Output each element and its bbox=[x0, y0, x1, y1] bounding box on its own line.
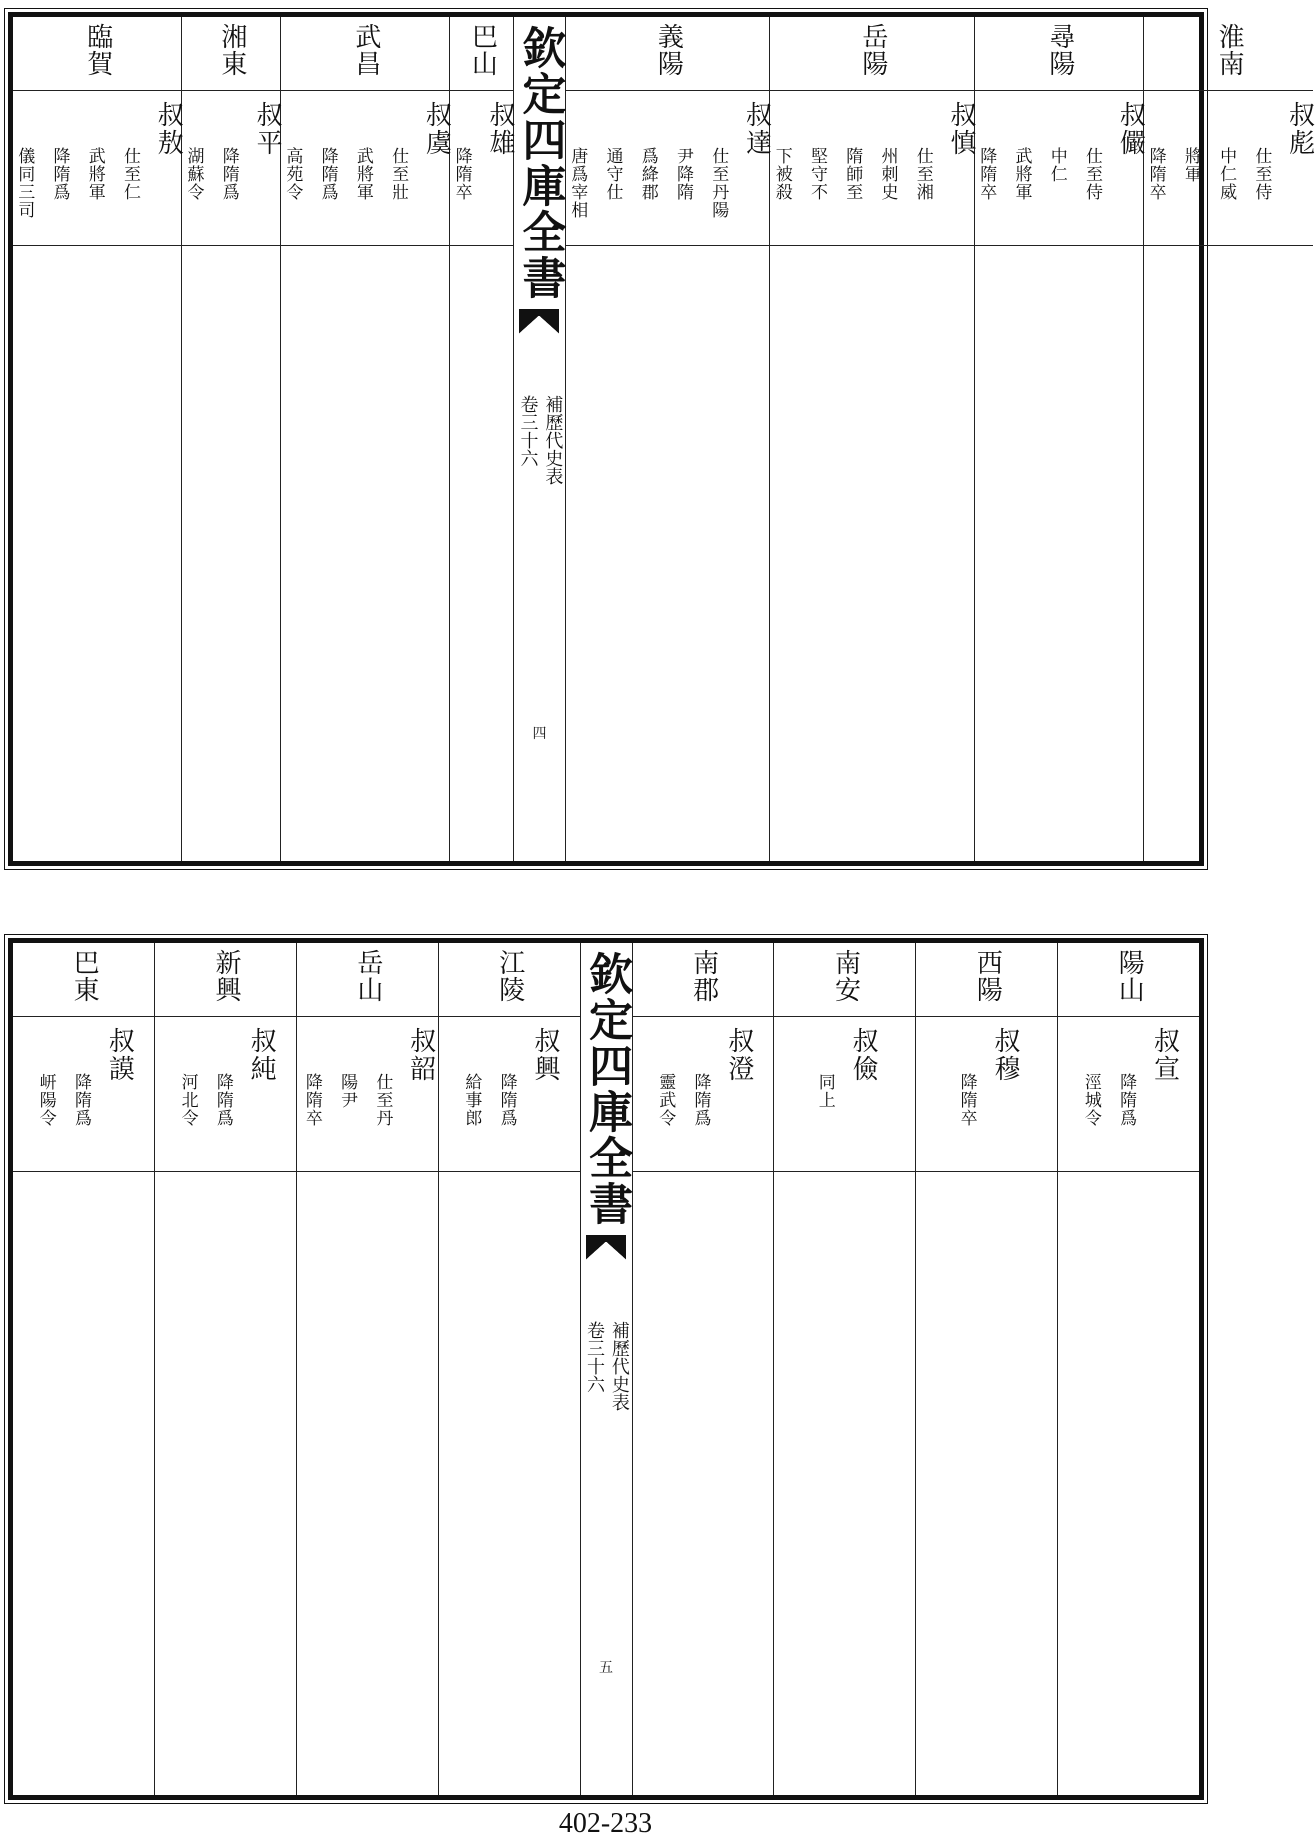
note-line: 將軍 bbox=[1180, 147, 1201, 183]
note-line: 降隋爲 bbox=[218, 147, 239, 201]
note-line: 降隋爲 bbox=[1116, 1073, 1137, 1127]
book-title: 補歷代史表 bbox=[542, 395, 564, 485]
table-column bbox=[1058, 943, 1199, 1795]
note-line: 高苑令 bbox=[282, 147, 303, 201]
place-name: 岳陽 bbox=[857, 23, 888, 77]
volume-number: 卷三十六 bbox=[584, 1321, 605, 1393]
table-column bbox=[975, 17, 1144, 861]
table-column bbox=[297, 943, 439, 1795]
table-column bbox=[182, 17, 281, 861]
table-column bbox=[774, 943, 916, 1795]
note-line: 儀同三司 bbox=[14, 147, 35, 219]
book-title: 補歷代史表 bbox=[608, 1321, 630, 1411]
note-line: 通守仕 bbox=[602, 147, 623, 201]
note-line: 武將軍 bbox=[84, 147, 105, 201]
person-name: 叔虞 bbox=[421, 101, 452, 157]
volume-number: 卷三十六 bbox=[517, 395, 539, 467]
note-line: 仕至丹陽 bbox=[708, 147, 729, 219]
place-name: 臨賀 bbox=[82, 23, 113, 77]
person-name: 叔韶 bbox=[405, 1027, 436, 1083]
collection-title: 欽定四庫全書 bbox=[514, 25, 566, 301]
note-line: 仕至侍 bbox=[1082, 147, 1103, 201]
note-line: 降隋爲 bbox=[317, 147, 338, 201]
note-line: 尹降隋 bbox=[672, 147, 693, 201]
person-name: 叔平 bbox=[252, 101, 283, 157]
note-line: 中仁威 bbox=[1216, 147, 1237, 201]
note-line: 湖蘇令 bbox=[183, 147, 204, 201]
place-name: 湘東 bbox=[216, 23, 247, 77]
note-line: 武將軍 bbox=[352, 147, 373, 201]
table-column bbox=[13, 943, 155, 1795]
note-line: 涇城令 bbox=[1080, 1073, 1101, 1127]
table-column bbox=[13, 17, 182, 861]
note-line: 仕至侍 bbox=[1251, 147, 1272, 201]
place-name: 義陽 bbox=[653, 23, 684, 77]
person-name: 叔興 bbox=[529, 1027, 560, 1083]
leaf-page-marker: 五 bbox=[599, 1660, 613, 1676]
note-line: 靈武令 bbox=[655, 1073, 676, 1127]
table-column bbox=[770, 17, 975, 861]
table-column bbox=[1144, 17, 1315, 861]
note-line: 武將軍 bbox=[1011, 147, 1032, 201]
page-leaf-top bbox=[8, 12, 1315, 866]
place-name: 江陵 bbox=[494, 949, 525, 1003]
note-line: 降隋爲 bbox=[496, 1073, 517, 1127]
note-line: 岍陽令 bbox=[35, 1073, 56, 1127]
person-name: 叔穆 bbox=[989, 1027, 1020, 1083]
person-name: 叔純 bbox=[246, 1027, 277, 1083]
table-column bbox=[450, 17, 514, 861]
note-line: 降隋卒 bbox=[301, 1073, 322, 1127]
note-line: 仕至仁 bbox=[120, 147, 140, 201]
note-line: 爲絳郡 bbox=[637, 147, 658, 201]
table-column bbox=[281, 17, 450, 861]
note-line: 降隋卒 bbox=[976, 147, 997, 201]
place-name: 武昌 bbox=[350, 23, 381, 77]
table-column bbox=[155, 943, 297, 1795]
person-name: 叔彪 bbox=[1284, 101, 1315, 157]
note-line: 下被殺 bbox=[771, 147, 792, 201]
note-line: 仕至湘 bbox=[912, 147, 933, 201]
place-name: 岳山 bbox=[352, 949, 383, 1003]
note-line: 陽尹 bbox=[337, 1073, 358, 1109]
place-name: 南安 bbox=[830, 949, 861, 1003]
person-name: 叔儼 bbox=[1115, 101, 1146, 157]
place-name: 尋陽 bbox=[1044, 23, 1075, 77]
table-column bbox=[439, 943, 581, 1795]
note-line: 降隋爲 bbox=[212, 1073, 233, 1127]
place-name: 南郡 bbox=[688, 949, 719, 1003]
person-name: 叔宣 bbox=[1149, 1027, 1180, 1083]
note-line: 唐爲宰相 bbox=[567, 147, 588, 219]
note-line: 州刺史 bbox=[877, 147, 898, 201]
person-name: 叔慎 bbox=[946, 101, 977, 157]
note-line: 降隋卒 bbox=[1145, 147, 1166, 201]
person-name: 叔謨 bbox=[104, 1027, 135, 1083]
note-line: 河北令 bbox=[177, 1073, 198, 1127]
place-name: 巴山 bbox=[467, 23, 498, 77]
collection-title: 欽定四庫全書 bbox=[581, 951, 633, 1227]
note-line: 堅守不 bbox=[806, 147, 827, 201]
fish-tail-mark-icon bbox=[586, 1235, 626, 1261]
note-line: 降隋爲 bbox=[690, 1073, 711, 1127]
place-name: 新興 bbox=[210, 949, 241, 1003]
note-line: 隋師至 bbox=[842, 147, 863, 201]
place-name: 西陽 bbox=[972, 949, 1003, 1003]
center-gutter bbox=[581, 943, 633, 1795]
leaf-page-marker: 四 bbox=[532, 726, 547, 742]
note-line: 仕至壯 bbox=[388, 147, 409, 201]
table-column bbox=[916, 943, 1058, 1795]
person-name: 叔達 bbox=[741, 101, 772, 157]
person-name: 叔儉 bbox=[848, 1027, 879, 1083]
note-line: 同上 bbox=[814, 1073, 835, 1109]
place-name: 陽山 bbox=[1114, 949, 1145, 1003]
note-line: 仕至丹 bbox=[372, 1073, 393, 1127]
place-name: 巴東 bbox=[69, 949, 100, 1003]
note-line: 降隋卒 bbox=[956, 1073, 977, 1127]
note-line: 降隋爲 bbox=[49, 147, 70, 201]
table-column bbox=[566, 17, 771, 861]
person-name: 叔澄 bbox=[723, 1027, 754, 1083]
person-name: 叔敖 bbox=[153, 101, 184, 157]
center-gutter bbox=[514, 17, 566, 861]
person-name: 叔雄 bbox=[484, 101, 515, 157]
table-column bbox=[633, 943, 775, 1795]
note-line: 降隋卒 bbox=[451, 147, 472, 201]
note-line: 降隋爲 bbox=[71, 1073, 92, 1127]
note-line: 給事郎 bbox=[461, 1073, 482, 1127]
footer-page-number: 402-233 bbox=[558, 1808, 653, 1839]
place-name: 淮南 bbox=[1214, 23, 1245, 77]
note-line: 中仁 bbox=[1046, 147, 1067, 183]
page-leaf-bottom bbox=[8, 938, 1204, 1800]
fish-tail-mark-icon bbox=[519, 309, 559, 335]
